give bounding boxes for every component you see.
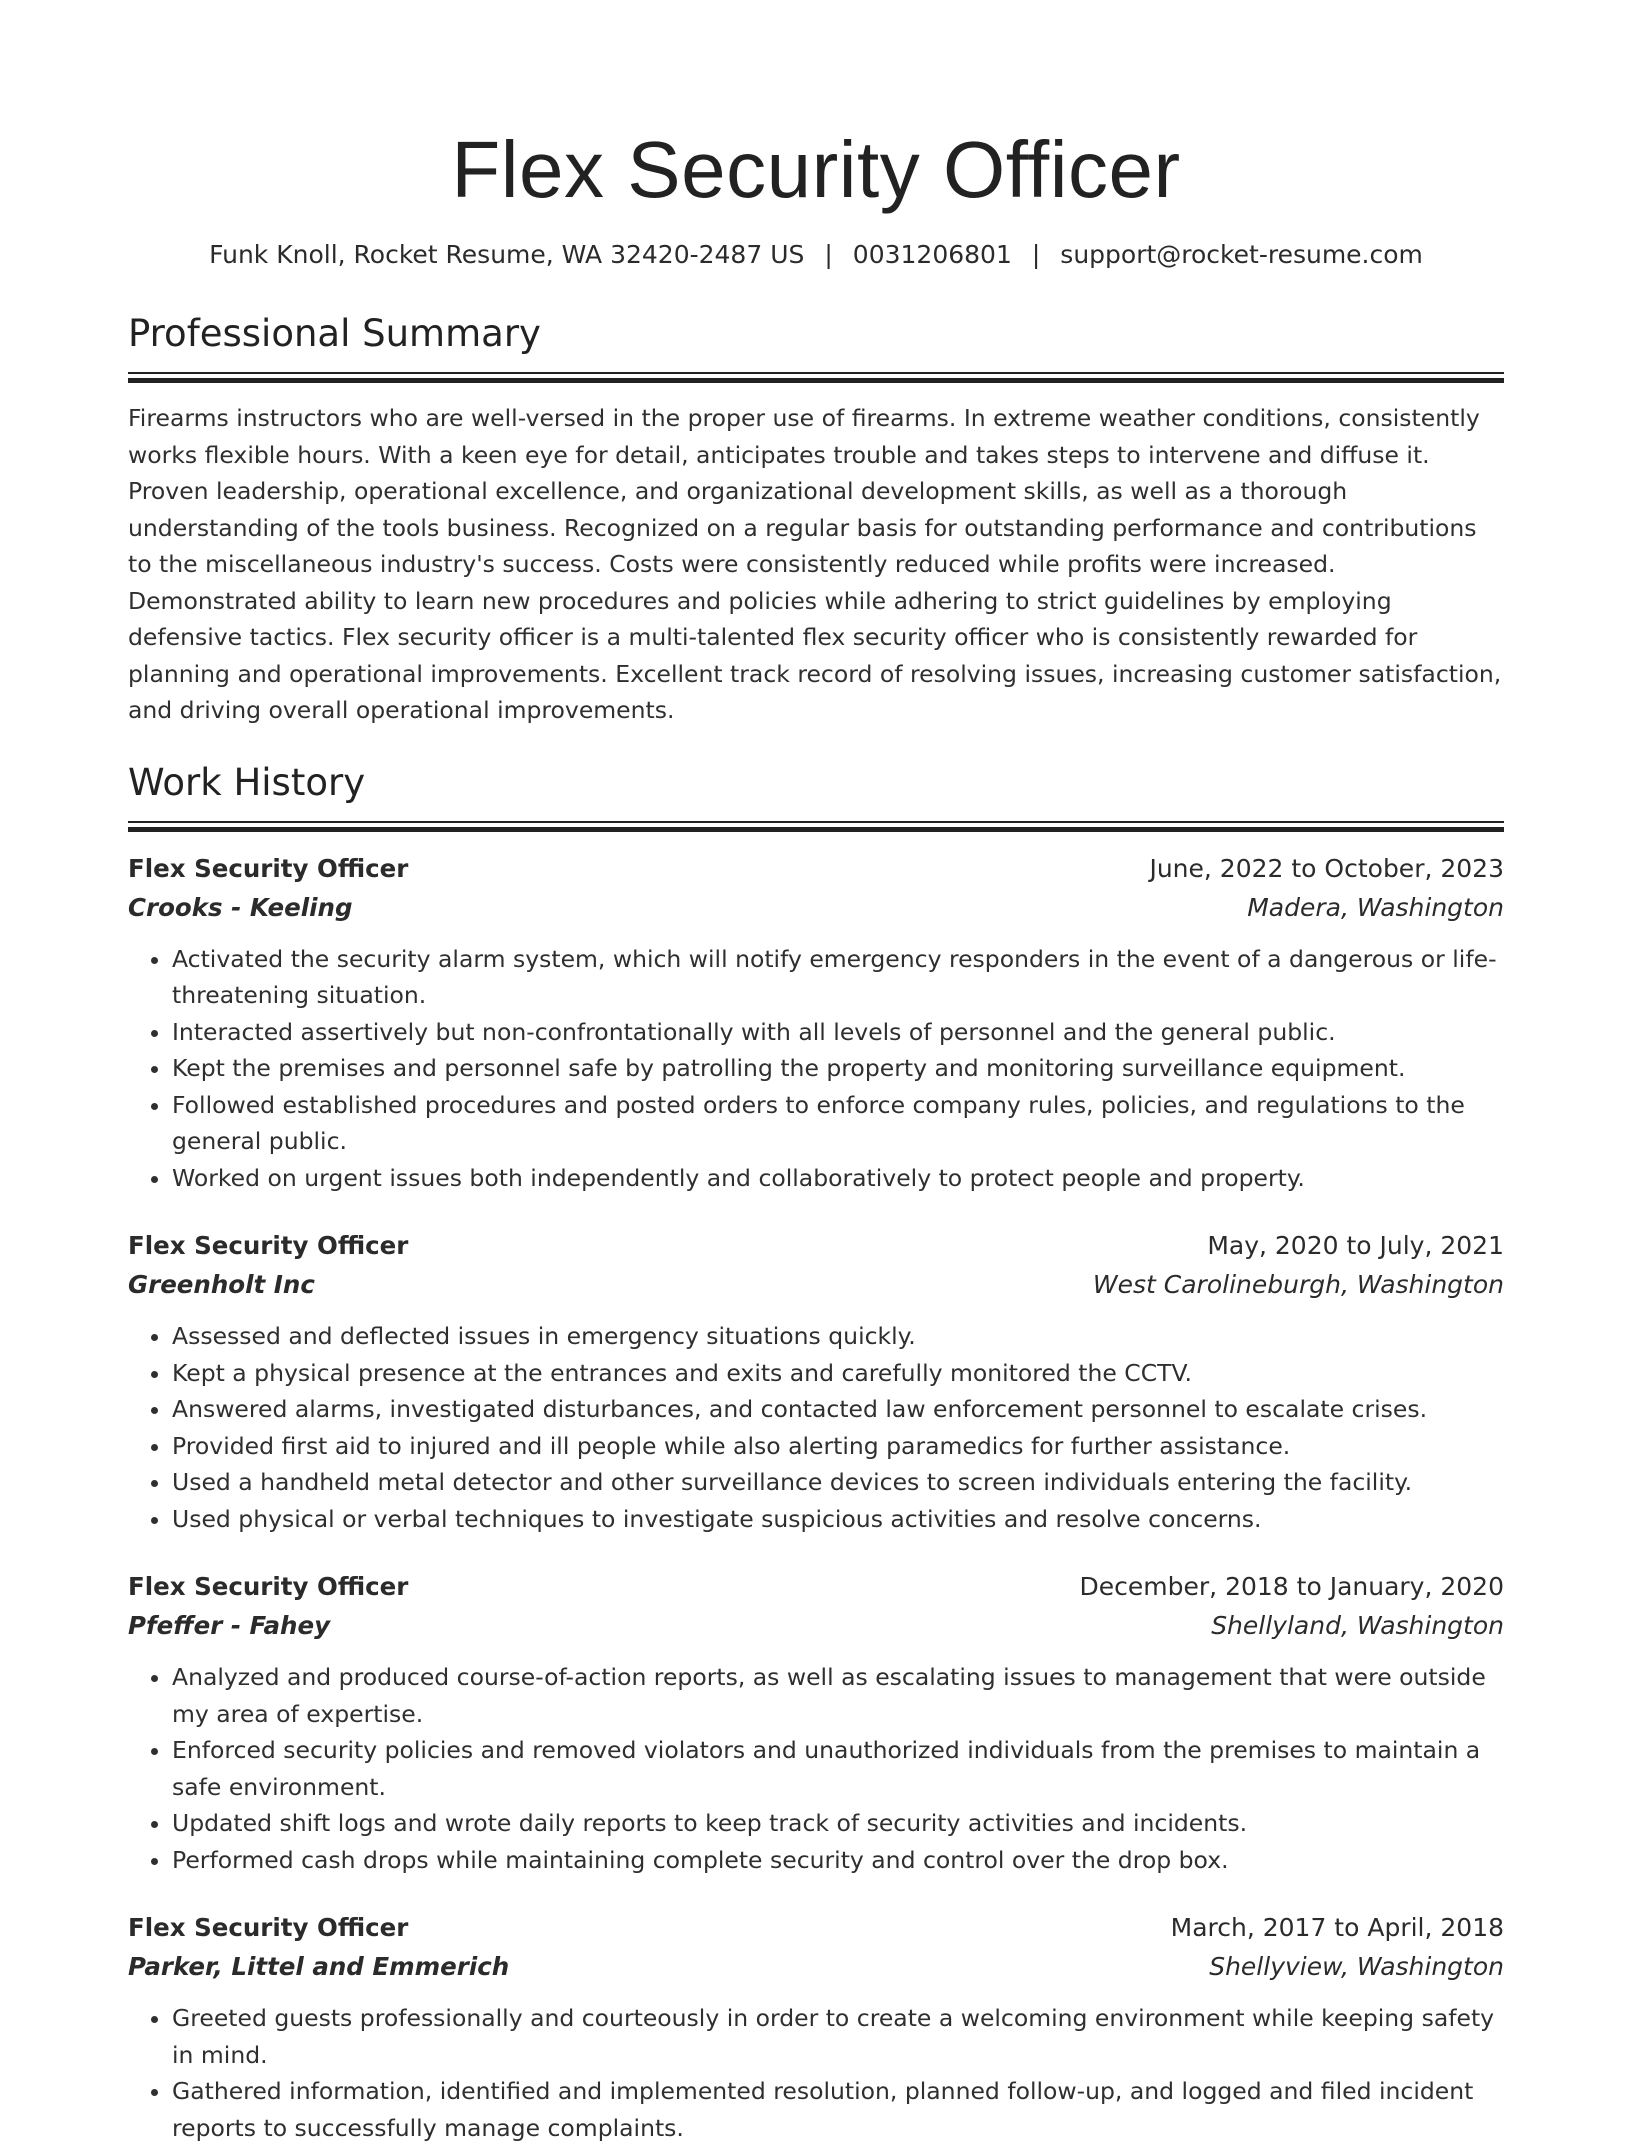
job-company: Crooks - Keeling — [128, 888, 352, 927]
job-dates: May, 2020 to July, 2021 — [1207, 1226, 1504, 1265]
summary-text: Firearms instructors who are well-versed in the proper use of firearms. In extreme weather conditions, consistently works flexible hours. With a keen eye for detail, anticipates trouble and takes steps to intervene and diffuse it. Proven leadership, operational excellence, and organizational development skills, as well as a thorough understanding of the tools business. Recognized on a regular basis for outstanding performance and contributions to the miscellaneous industry's success. Costs were consistently reduced while profits were increased. Demonstrated ability to learn new procedures and policies while adhering to strict guidelines by employing defensive tactics. Flex security officer is a multi-talented flex security officer who is consistently rewarded for planning and operational improvements. Excellent track record of resolving issues, increasing customer satisfaction, and driving overall operational improvements. — [128, 400, 1504, 729]
job-location: Madera, Washington — [1247, 888, 1504, 927]
job-bullet-list — [128, 941, 1504, 1197]
job-company: Parker, Littel and Emmerich — [128, 1947, 509, 1986]
job-bullet: • Worked on urgent issues both independently and collaboratively to protect people and property. — [172, 1160, 1504, 1197]
job-bullet: • Provided first aid to injured and ill people while also alerting paramedics for further assistance. — [172, 1428, 1504, 1465]
job-bullet: • Enforced security policies and removed violators and unauthorized individuals from the premises to maintain a safe environment. — [172, 1732, 1504, 1805]
contact-separator: | — [1032, 238, 1040, 272]
job-location: Shellyland, Washington — [1211, 1606, 1504, 1645]
contact-address: Funk Knoll, Rocket Resume, WA 32420-2487 US — [209, 240, 804, 269]
job-bullet: • Followed established procedures and posted orders to enforce company rules, policies, and regulations to the general public. — [172, 1087, 1504, 1160]
job-bullet: • Kept a physical presence at the entrances and exits and carefully monitored the CCTV. — [172, 1355, 1504, 1392]
section-heading-summary: Professional Summary — [128, 310, 1504, 358]
job-title: Flex Security Officer — [128, 849, 408, 888]
job-list — [128, 849, 1504, 2146]
resume-page — [128, 120, 1504, 2146]
section-divider — [128, 821, 1504, 831]
job-bullet: • Greeted guests professionally and courteously in order to create a welcoming environment while keeping safety in mind. — [172, 2000, 1504, 2073]
job-company: Pfeffer - Fahey — [128, 1606, 330, 1645]
job-dates: June, 2022 to October, 2023 — [1149, 849, 1504, 888]
job-bullet: • Performed cash drops while maintaining complete security and control over the drop box. — [172, 1842, 1504, 1879]
job-bullet: • Activated the security alarm system, which will notify emergency responders in the event of a dangerous or life-threatening situation. — [172, 941, 1504, 1014]
job-entry — [128, 849, 1504, 1197]
job-bullet-list — [128, 1659, 1504, 1878]
job-bullet: • Answered alarms, investigated disturbances, and contacted law enforcement personnel to escalate crises. — [172, 1391, 1504, 1428]
contact-line — [128, 238, 1504, 272]
job-dates: December, 2018 to January, 2020 — [1080, 1567, 1504, 1606]
job-bullet: • Kept the premises and personnel safe by patrolling the property and monitoring surveillance equipment. — [172, 1050, 1504, 1087]
job-bullet: • Used a handheld metal detector and other surveillance devices to screen individuals entering the facility. — [172, 1464, 1504, 1501]
job-entry — [128, 1567, 1504, 1878]
resume-title: Flex Security Officer — [128, 120, 1504, 220]
job-location: West Carolineburgh, Washington — [1093, 1265, 1504, 1304]
contact-email[interactable]: support@rocket-resume.com — [1060, 240, 1423, 269]
section-heading-work-history: Work History — [128, 759, 1504, 807]
job-bullet: • Assessed and deflected issues in emergency situations quickly. — [172, 1318, 1504, 1355]
contact-phone: 0031206801 — [853, 240, 1012, 269]
section-divider — [128, 372, 1504, 382]
professional-summary-section — [128, 310, 1504, 729]
job-title: Flex Security Officer — [128, 1567, 408, 1606]
job-title: Flex Security Officer — [128, 1908, 408, 1947]
job-title: Flex Security Officer — [128, 1226, 408, 1265]
job-entry — [128, 1226, 1504, 1537]
job-dates: March, 2017 to April, 2018 — [1171, 1908, 1504, 1947]
job-location: Shellyview, Washington — [1209, 1947, 1504, 1986]
job-bullet: • Gathered information, identified and implemented resolution, planned follow-up, and logged and filed incident reports to successfully manage complaints. — [172, 2073, 1504, 2146]
job-entry — [128, 1908, 1504, 2146]
work-history-section — [128, 759, 1504, 2146]
job-bullet: • Analyzed and produced course-of-action reports, as well as escalating issues to management that were outside my area of expertise. — [172, 1659, 1504, 1732]
job-bullet: • Updated shift logs and wrote daily reports to keep track of security activities and incidents. — [172, 1805, 1504, 1842]
job-company: Greenholt Inc — [128, 1265, 315, 1304]
job-bullet-list — [128, 2000, 1504, 2146]
job-bullet: • Interacted assertively but non-confrontationally with all levels of personnel and the general public. — [172, 1014, 1504, 1051]
job-bullet-list — [128, 1318, 1504, 1537]
job-bullet: • Used physical or verbal techniques to investigate suspicious activities and resolve concerns. — [172, 1501, 1504, 1538]
contact-separator: | — [824, 238, 832, 272]
